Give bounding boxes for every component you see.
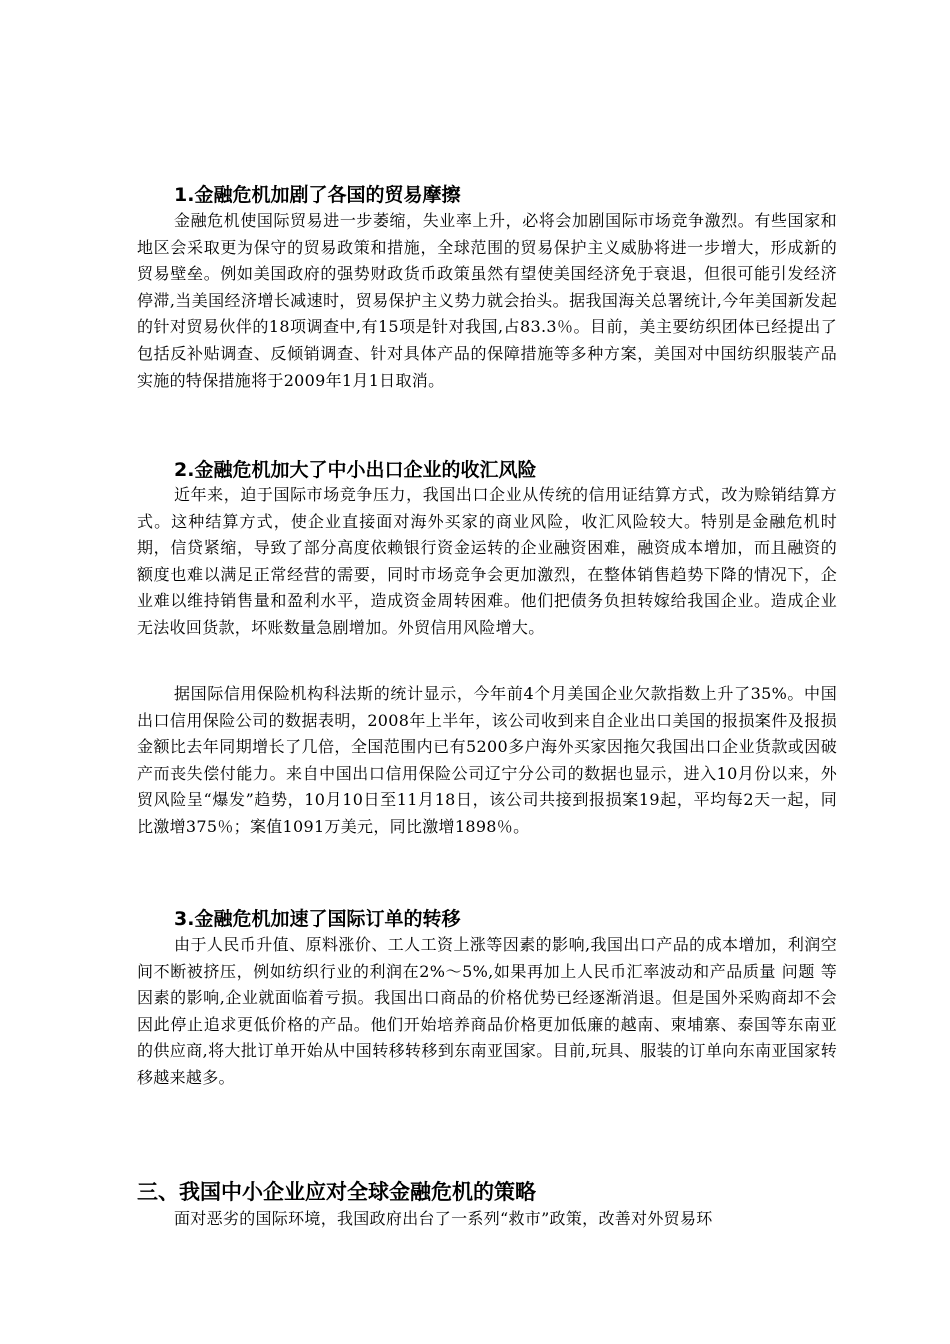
chapter-heading-strategies: 三、我国中小企业应对全球金融危机的策略 xyxy=(137,1180,536,1204)
paragraph-collection-risk: 近年来，迫于国际市场竞争压力，我国出口企业从传统的信用证结算方式，改为赊销结算方式。这种结算方式，使企业直接面对海外买家的商业风险，收汇风险较大。特别是金融危机时期，信贷紧缩，导致了部分高度依赖银行资金运转的企业融资困难，融资成本增加，而且融资的额度也难以满足正常经营的需要，同时市场竞争会更加激烈，在整体销售趋势下降的情况下，企业难以维持销售量和盈利水平，造成资金周转困难。他们把债务负担转嫁给我国企业。造成企业无法收回货款，坏账数量急剧增加。外贸信用风险增大。 xyxy=(137,485,837,637)
section-heading-trade-friction: 1.金融危机加剧了各国的贸易摩擦 xyxy=(174,184,461,206)
paragraph-order-transfer: 由于人民币升值、原料涨价、工人工资上涨等因素的影响,我国出口产品的成本增加，利润空间不断被挤压，例如纺织行业的利润在2%～5%,如果再加上人民币汇率波动和产品质量 问题 等因素的影响,企业就面临着亏损。我国出口商品的价格优势已经逐渐消退。但是国外采购商却不会因此停止追求更低价格的产品。他们开始培养商品价格更加低廉的越南、柬埔寨、泰国等东南亚的供应商,将大批订单开始从中国转移转移到东南亚国家。目前,玩具、服装的订单向东南亚国家转移越来越多。 xyxy=(137,935,837,1087)
paragraph-strategies-intro: 面对恶劣的国际环境，我国政府出台了一系列“救市”政策，改善对外贸易环 xyxy=(174,1209,713,1228)
paragraph-trade-friction: 金融危机使国际贸易进一步萎缩，失业率上升，必将会加剧国际市场竞争激烈。有些国家和地区会采取更为保守的贸易政策和措施，全球范围的贸易保护主义威胁将进一步增大，形成新的贸易壁垒。例如美国政府的强势财政货币政策虽然有望使美国经济免于衰退，但很可能引发经济停滞,当美国经济增长减速时，贸易保护主义势力就会抬头。据我国海关总署统计,今年美国新发起的针对贸易伙伴的18项调查中,有15项是针对我国,占83.3％。目前，美主要纺织团体已经提出了包括反补贴调查、反倾销调查、针对具体产品的保障措施等多种方案，美国对中国纺织服装产品实施的特保措施将于2009年1月1日取消。 xyxy=(137,211,837,390)
section-heading-order-transfer: 3.金融危机加速了国际订单的转移 xyxy=(174,908,461,930)
section-heading-collection-risk: 2.金融危机加大了中小出口企业的收汇风险 xyxy=(174,459,537,481)
paragraph-credit-statistics: 据国际信用保险机构科法斯的统计显示，今年前4个月美国企业欠款指数上升了35%。中国出口信用保险公司的数据表明，2008年上半年，该公司收到来自企业出口美国的报损案件及报损金额比去年同期增长了几倍，全国范围内已有5200多户海外买家因拖欠我国出口企业货款或因破产而丧失偿付能力。来自中国出口信用保险公司辽宁分公司的数据也显示，进入10月份以来，外贸风险呈“爆发”趋势，10月10日至11月18日，该公司共接到报损案19起，平均每2天一起，同比激增375％；案值1091万美元，同比激增1898％。 xyxy=(137,684,837,836)
